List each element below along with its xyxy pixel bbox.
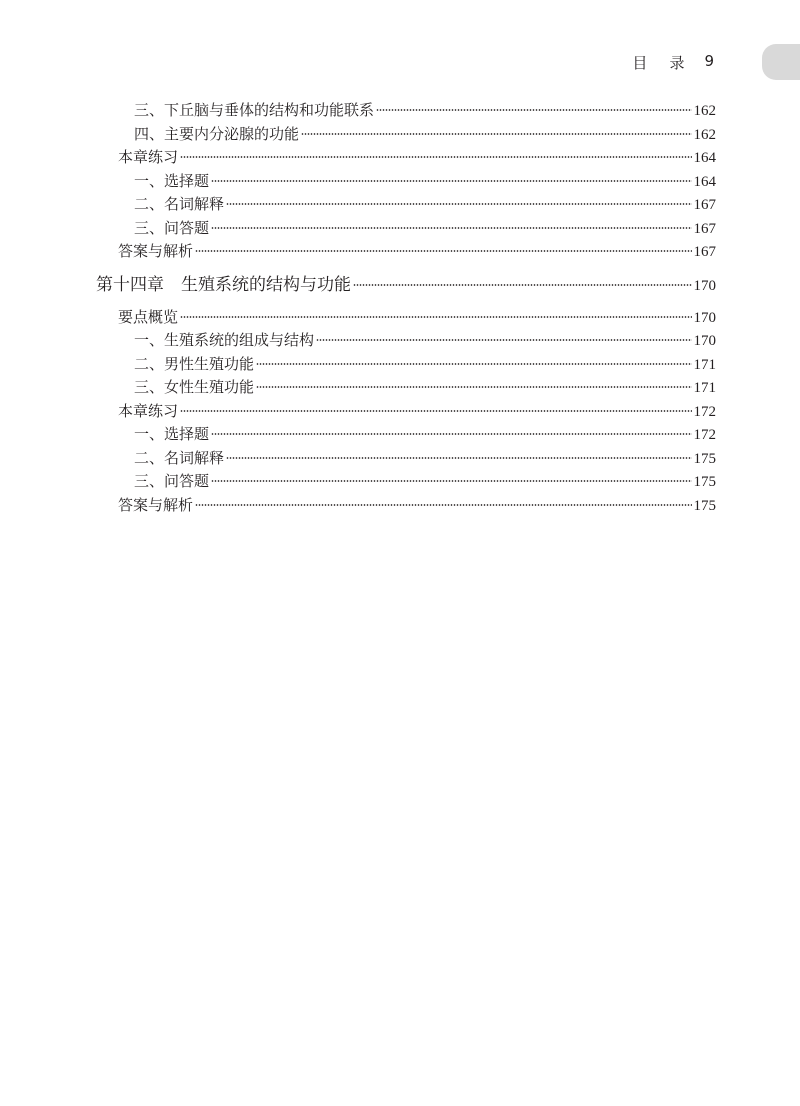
toc-entry-label: 二、名词解释 (134, 195, 225, 213)
toc-entry-label: 二、名词解释 (134, 448, 225, 467)
toc-entry-page: 162 (693, 126, 716, 143)
dot-leader (353, 284, 692, 286)
toc-entry[interactable] (96, 447, 716, 471)
toc-entry-label: 答案与解析 (118, 242, 194, 260)
toc-entry-page: 167 (693, 244, 716, 260)
toc-entry-page: 167 (693, 197, 716, 213)
toc-entry-page: 170 (693, 277, 716, 294)
toc-entry-label: 一、生殖系统的组成与结构 (134, 331, 315, 349)
toc-entry[interactable] (96, 240, 716, 264)
dot-leader (211, 433, 691, 435)
toc-entry-label: 一、选择题 (134, 171, 210, 190)
toc-entry[interactable] (96, 376, 716, 400)
toc-entry-page: 171 (693, 356, 716, 373)
dot-leader (211, 227, 691, 229)
toc-entry[interactable] (96, 494, 716, 518)
toc-entry-label: 三、女性生殖功能 (134, 378, 255, 396)
toc-entry-label: 三、下丘脑与垂体的结构和功能联系 (134, 101, 375, 119)
toc-entry-page: 167 (693, 220, 716, 237)
toc-entry[interactable] (96, 400, 716, 424)
toc-entry[interactable] (96, 146, 716, 170)
toc-entry-label: 三、问答题 (134, 218, 210, 237)
dot-leader (376, 109, 691, 111)
toc-entry-page: 175 (693, 474, 716, 490)
toc-entry-label: 四、主要内分泌腺的功能 (134, 124, 300, 143)
toc-entry-label: 要点概览 (118, 307, 179, 326)
toc-entry[interactable] (96, 423, 716, 447)
page-number: 9 (704, 52, 714, 70)
toc-entry[interactable] (96, 170, 716, 194)
toc-entry[interactable] (96, 329, 716, 353)
toc-entry-label: 本章练习 (118, 401, 179, 420)
toc-entry-label: 一、选择题 (134, 425, 210, 443)
toc-entry-label: 答案与解析 (118, 495, 194, 514)
toc-entry-page: 172 (693, 403, 716, 420)
toc-entry-page: 171 (693, 380, 716, 396)
toc-entry-label: 本章练习 (118, 148, 179, 166)
toc-entry[interactable] (96, 353, 716, 377)
dot-leader (180, 316, 691, 318)
header-title-char-2: 录 (669, 54, 685, 72)
toc-entry-page: 162 (693, 103, 716, 119)
toc-entry-page: 164 (693, 173, 716, 190)
running-header (632, 52, 714, 73)
toc-entry-page: 170 (693, 309, 716, 326)
table-of-contents (96, 99, 716, 517)
toc-entry-page: 175 (693, 450, 716, 467)
dot-leader (226, 203, 691, 205)
toc-entry-label: 二、男性生殖功能 (134, 354, 255, 373)
header-title-char-1: 目 (632, 54, 648, 72)
toc-chapter-entry[interactable] (96, 268, 716, 303)
toc-entry-page: 170 (693, 333, 716, 349)
dot-leader (180, 156, 691, 158)
toc-entry[interactable] (96, 306, 716, 330)
toc-entry-page: 172 (693, 427, 716, 443)
toc-entry[interactable] (96, 123, 716, 147)
dot-leader (226, 457, 691, 459)
dot-leader (301, 133, 691, 135)
dot-leader (195, 504, 691, 506)
dot-leader (180, 410, 691, 412)
toc-entry[interactable] (96, 217, 716, 241)
dot-leader (256, 363, 691, 365)
toc-entry-label: 三、问答题 (134, 472, 210, 490)
dot-leader (211, 480, 691, 482)
toc-entry[interactable] (96, 99, 716, 123)
dot-leader (256, 386, 691, 388)
toc-entry-page: 175 (693, 497, 716, 514)
toc-entry-page: 164 (693, 150, 716, 166)
dot-leader (195, 250, 691, 252)
chapter-title: 第十四章 生殖系统的结构与功能 (96, 274, 351, 295)
toc-entry[interactable] (96, 193, 716, 217)
toc-entry[interactable] (96, 470, 716, 494)
dot-leader (211, 180, 691, 182)
section-thumb-tab (762, 44, 800, 80)
dot-leader (316, 339, 691, 341)
